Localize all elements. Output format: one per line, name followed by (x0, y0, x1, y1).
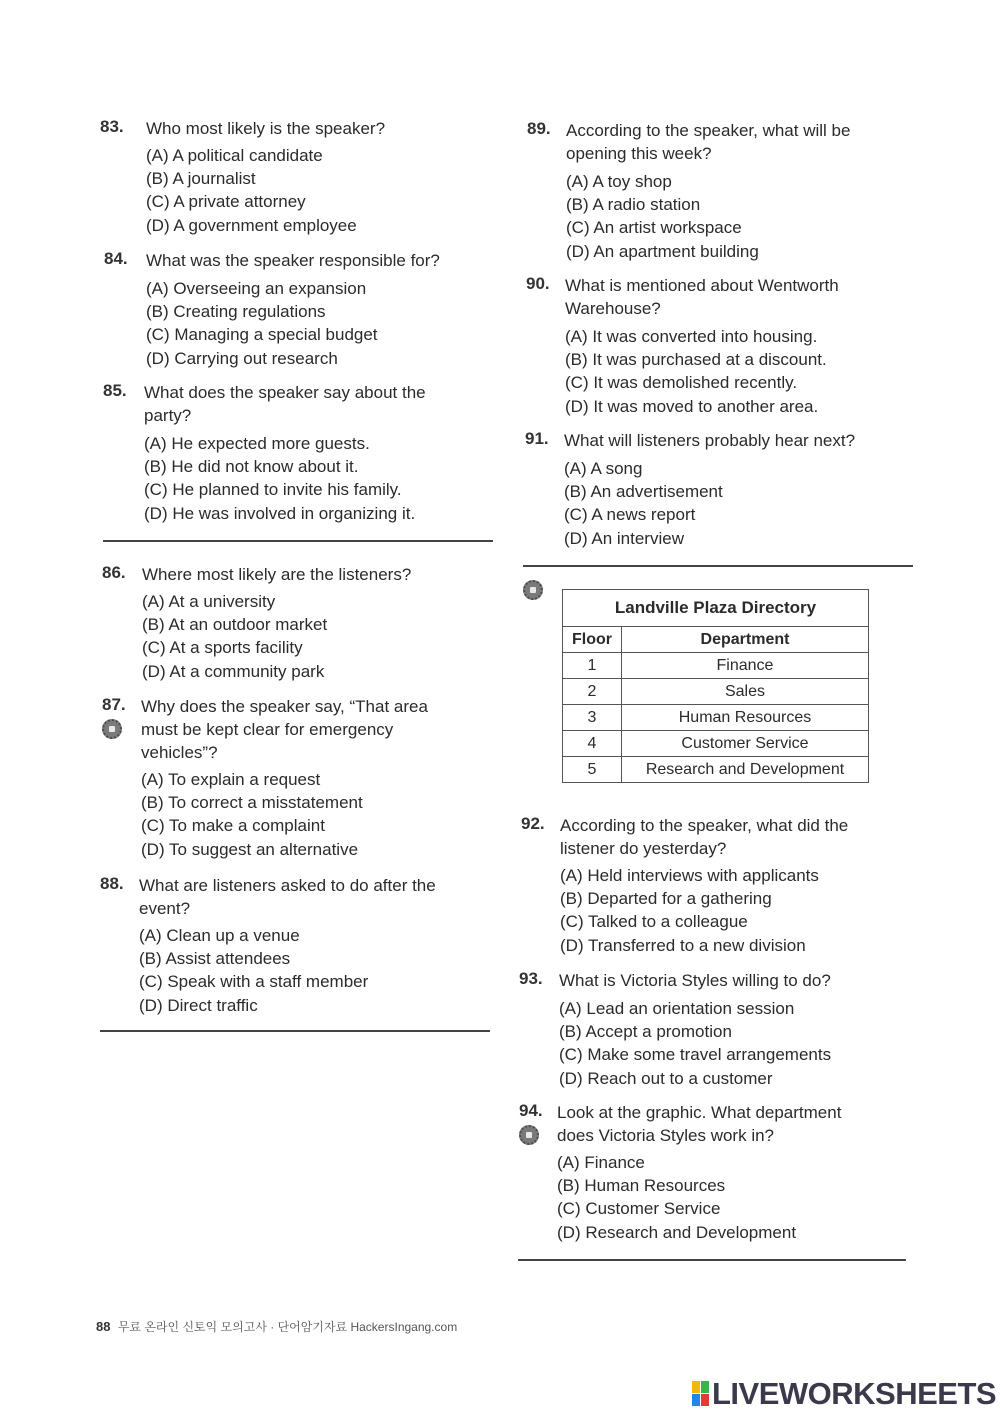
option-d[interactable]: (D) Carrying out research (146, 348, 338, 368)
question-number: 92. (521, 814, 545, 833)
option-d[interactable]: (D) He was involved in organizing it. (144, 503, 416, 523)
answer-options (142, 590, 492, 683)
department-cell: Finance (622, 653, 869, 679)
answer-options (141, 768, 491, 861)
department-cell: Customer Service (622, 731, 869, 757)
department-cell: Research and Development (622, 757, 869, 783)
option-a[interactable]: (A) A toy shop (566, 172, 672, 191)
question-text: What does the speaker say about the party? (144, 383, 426, 425)
option-d[interactable]: (D) It was moved to another area. (565, 396, 819, 416)
section-divider (523, 565, 913, 567)
answer-options (139, 924, 489, 1017)
option-d[interactable]: (D) An interview (564, 528, 684, 548)
question-number: 88. (100, 874, 124, 893)
option-b[interactable]: (B) At an outdoor market (142, 615, 328, 635)
question-number: 85. (103, 381, 127, 400)
option-b[interactable]: (B) A radio station (566, 195, 701, 215)
new-type-badge-icon (102, 719, 122, 739)
question-text: Look at the graphic. What department does Victoria Styles work in? (557, 1103, 842, 1145)
table-row (563, 731, 869, 757)
option-d[interactable]: (D) Transferred to a new division (560, 935, 806, 955)
question-number: 84. (104, 249, 128, 268)
page-number: 88 (96, 1319, 111, 1334)
option-d[interactable]: (D) At a community park (142, 661, 325, 681)
answer-options (564, 457, 914, 550)
option-b[interactable]: (B) Assist attendees (139, 949, 291, 969)
option-a[interactable]: (A) To explain a request (141, 770, 321, 789)
question-text: According to the speaker, what will be opening this week? (566, 121, 851, 163)
question-text: What will listeners probably hear next? (564, 431, 856, 450)
option-a[interactable]: (A) Clean up a venue (139, 926, 300, 945)
answer-options (560, 864, 910, 957)
floor-cell: 5 (563, 757, 622, 783)
question-number: 87. (102, 695, 126, 714)
table-row (563, 653, 869, 679)
option-a[interactable]: (A) Held interviews with applicants (560, 866, 819, 885)
option-b[interactable]: (B) To correct a misstatement (141, 793, 363, 813)
option-a[interactable]: (A) He expected more guests. (144, 434, 370, 453)
question-number: 91. (525, 429, 549, 448)
new-type-badge-icon (523, 580, 543, 600)
question-number: 90. (526, 274, 550, 293)
floor-cell: 3 (563, 705, 622, 731)
option-c[interactable]: (C) Talked to a colleague (560, 912, 748, 932)
brand-name: LIVEWORKSHEETS (712, 1376, 997, 1411)
question-text: Where most likely are the listeners? (142, 565, 412, 584)
floor-cell: 4 (563, 731, 622, 757)
question-number: 93. (519, 969, 543, 988)
header-department: Department (622, 627, 869, 653)
option-b[interactable]: (B) An advertisement (564, 482, 723, 502)
option-a[interactable]: (A) Finance (557, 1153, 645, 1172)
option-c[interactable]: (C) Make some travel arrangements (559, 1045, 832, 1065)
question-number: 83. (100, 117, 124, 136)
option-a[interactable]: (A) At a university (142, 592, 276, 611)
option-c[interactable]: (C) Managing a special budget (146, 325, 378, 345)
liveworksheets-brand (692, 1376, 996, 1412)
question-text: What is Victoria Styles willing to do? (559, 971, 831, 990)
page-footer (96, 1318, 457, 1335)
question-text: Who most likely is the speaker? (146, 119, 386, 138)
answer-options (559, 997, 909, 1090)
table-row (563, 757, 869, 783)
option-b[interactable]: (B) Departed for a gathering (560, 889, 772, 909)
option-d[interactable]: (D) A government employee (146, 215, 357, 235)
header-floor: Floor (563, 627, 622, 653)
liveworksheets-logo-icon (692, 1381, 710, 1407)
option-b[interactable]: (B) A journalist (146, 169, 256, 189)
option-c[interactable]: (C) It was demolished recently. (565, 373, 798, 393)
option-c[interactable]: (C) He planned to invite his family. (144, 480, 402, 500)
department-cell: Human Resources (622, 705, 869, 731)
section-divider (103, 540, 493, 542)
option-a[interactable]: (A) A song (564, 459, 643, 478)
option-a[interactable]: (A) Lead an orientation session (559, 999, 795, 1018)
option-a[interactable]: (A) Overseeing an expansion (146, 279, 367, 298)
option-b[interactable]: (B) He did not know about it. (144, 457, 359, 477)
footer-text: 무료 온라인 신토익 모의고사 · 단어암기자료 HackersIngang.com (117, 1320, 458, 1334)
option-c[interactable]: (C) A private attorney (146, 192, 306, 212)
option-d[interactable]: (D) Direct traffic (139, 995, 258, 1015)
option-b[interactable]: (B) It was purchased at a discount. (565, 350, 827, 370)
option-c[interactable]: (C) A news report (564, 505, 696, 525)
answer-options (566, 170, 916, 263)
table-row (563, 679, 869, 705)
option-d[interactable]: (D) Reach out to a customer (559, 1068, 773, 1088)
option-a[interactable]: (A) It was converted into housing. (565, 327, 818, 346)
directory-table (562, 589, 869, 783)
question-number: 94. (519, 1101, 543, 1120)
section-divider (518, 1259, 906, 1261)
floor-cell: 2 (563, 679, 622, 705)
answer-options (557, 1151, 907, 1244)
floor-cell: 1 (563, 653, 622, 679)
question-number: 89. (527, 119, 551, 138)
new-type-badge-icon (519, 1125, 539, 1145)
option-c[interactable]: (C) Speak with a staff member (139, 972, 369, 992)
option-c[interactable]: (C) Customer Service (557, 1199, 721, 1219)
answer-options (146, 277, 496, 370)
question-text: According to the speaker, what did the listener do yesterday? (560, 816, 849, 858)
option-d[interactable]: (D) An apartment building (566, 241, 759, 261)
option-c[interactable]: (C) An artist workspace (566, 218, 742, 238)
department-cell: Sales (622, 679, 869, 705)
option-d[interactable]: (D) Research and Development (557, 1222, 797, 1242)
table-row (563, 705, 869, 731)
section-divider (100, 1030, 490, 1032)
question-text: What are listeners asked to do after the event? (139, 876, 436, 918)
question-number: 86. (102, 563, 126, 582)
option-b[interactable]: (B) Accept a promotion (559, 1022, 732, 1042)
option-c[interactable]: (C) At a sports facility (142, 638, 303, 658)
option-b[interactable]: (B) Creating regulations (146, 302, 326, 322)
question-text: Why does the speaker say, “That area must be kept clear for emergency vehicles”? (141, 697, 428, 762)
option-a[interactable]: (A) A political candidate (146, 146, 323, 165)
answer-options (144, 432, 494, 525)
option-d[interactable]: (D) To suggest an alternative (141, 839, 359, 859)
option-b[interactable]: (B) Human Resources (557, 1176, 726, 1196)
option-c[interactable]: (C) To make a complaint (141, 816, 325, 836)
answer-options (146, 144, 496, 237)
directory-title: Landville Plaza Directory (563, 590, 869, 627)
answer-options (565, 325, 915, 418)
question-text: What was the speaker responsible for? (146, 251, 440, 270)
question-text: What is mentioned about Wentworth Warehouse? (565, 276, 839, 318)
